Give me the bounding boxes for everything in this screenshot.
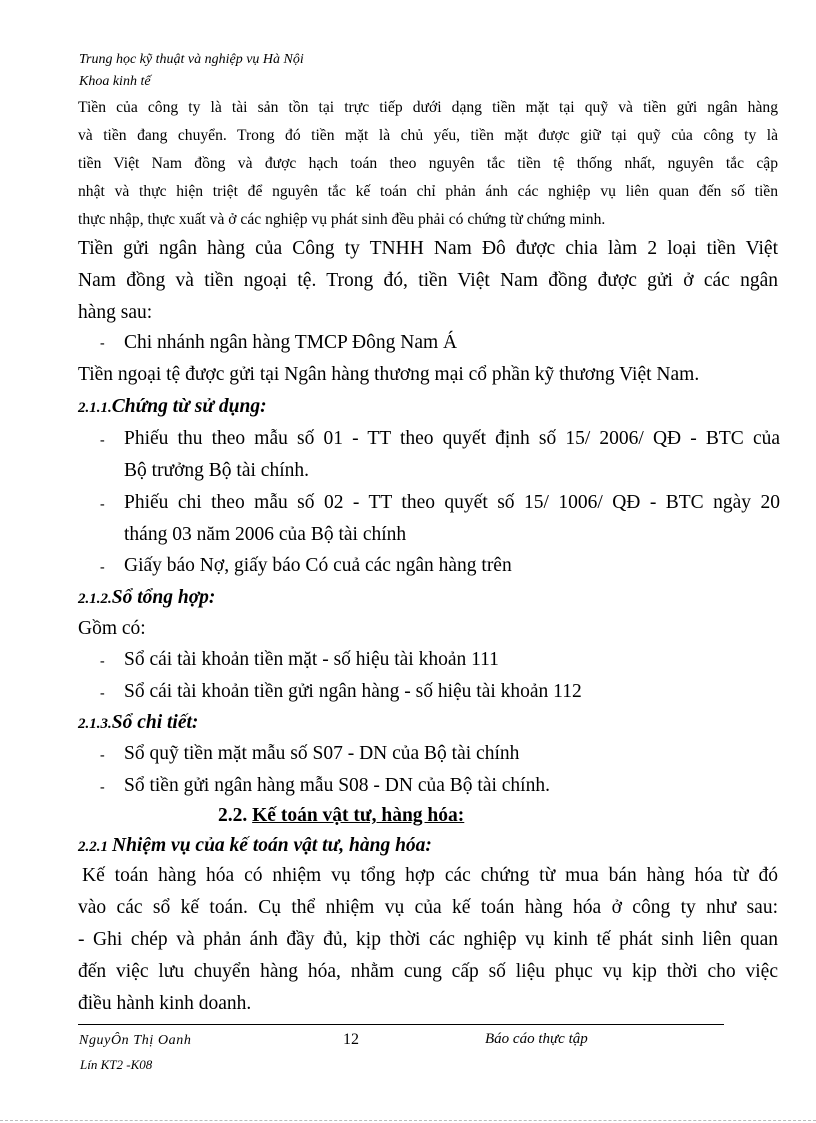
dash-bullet: - — [100, 560, 105, 575]
header-faculty: Khoa kinh tế — [79, 74, 151, 89]
paragraph-cash-description — [78, 94, 778, 234]
text-line: tiền Việt Nam đồng và được hạch toán theo nguyên tắc tiền tệ thống nhất, nguyên tắc cập — [78, 155, 778, 172]
dash-bullet: - — [100, 686, 105, 701]
section-number: 2.1.3. — [78, 716, 112, 732]
text-line: - Ghi chép và phản ánh đầy đủ, kịp thời các nghiệp vụ kinh tế phát sinh liên quan — [78, 929, 778, 950]
list-item-line: Sổ cái tài khoản tiền gửi ngân hàng - số hiệu tài khoản 112 — [124, 681, 582, 702]
section-heading-2-2 — [218, 800, 490, 832]
dash-bullet: - — [100, 780, 105, 795]
dash-bullet: - — [100, 748, 105, 763]
list-item-line — [124, 423, 780, 487]
list-item-line: Sổ cái tài khoản tiền mặt - số hiệu tài khoản 111 — [124, 649, 499, 670]
text-line: tháng 03 năm 2006 của Bộ tài chính — [124, 524, 407, 545]
text-line: đến việc lưu chuyển hàng hóa, nhằm cung cấp số liệu phục vụ kịp thời cho việc — [78, 961, 778, 982]
section-number: 2.2.1 — [78, 839, 108, 855]
list-item-line: Sổ quỹ tiền mặt mẫu số S07 - DN của Bộ tài chính — [124, 743, 520, 764]
dash-bullet: - — [100, 433, 105, 448]
intro-text: Gồm có: — [78, 618, 146, 639]
section-heading-2-1-2 — [78, 582, 215, 615]
section-title: Kế toán vật tư, hàng hóa: — [252, 805, 465, 826]
bank-list-item: Chi nhánh ngân hàng TMCP Đông Nam Á — [124, 332, 458, 353]
page-number: 12 — [343, 1031, 359, 1048]
text-line: Kế toán hàng hóa có nhiệm vụ tổng hợp các chứng từ mua bán hàng hóa từ đó — [82, 865, 778, 886]
section-number: 2.1.1. — [78, 400, 112, 416]
footer-author-class: Lín KT2 -K08 — [80, 1057, 153, 1072]
dash-bullet: - — [100, 654, 105, 669]
footer-author-name: NguyÔn Thị Oanh — [79, 1033, 192, 1048]
text-line: nhật và thực hiện triệt để nguyên tắc kế toán chỉ phản ánh các nghiệp vụ liên quan đến số tiền — [78, 183, 778, 200]
text-line: và tiền đang chuyển. Trong đó tiền mặt là chủ yếu, tiền mặt được giữ tại quỹ của công ty là — [78, 127, 778, 144]
section-title: Sổ chi tiết: — [111, 712, 199, 733]
paragraph-goods-accounting — [78, 860, 778, 1020]
list-item-line: Giấy báo Nợ, giấy báo Có cuả các ngân hàng trên — [124, 555, 512, 576]
text-line: vào các sổ kế toán. Cụ thể nhiệm vụ của kế toán hàng hóa ở công ty như sau: — [78, 897, 778, 918]
text-line: điều hành kinh doanh. — [78, 993, 252, 1014]
section-number: 2.1.2. — [78, 591, 112, 607]
page-bottom-edge — [0, 1120, 816, 1121]
section-heading-2-1-3 — [78, 707, 198, 740]
footer-report-title: Báo cáo thực tập — [485, 1031, 588, 1047]
text-line: hàng sau: — [78, 302, 153, 323]
section-heading-2-2-1 — [78, 830, 432, 863]
section-number: 2.2. — [218, 805, 248, 826]
footer-rule — [78, 1024, 724, 1025]
list-item-line: Sổ tiền gửi ngân hàng mẫu S08 - DN của Bộ tài chính. — [124, 775, 550, 796]
text-line: Bộ trưởng Bộ tài chính. — [124, 460, 309, 481]
foreign-currency-text: Tiền ngoại tệ được gửi tại Ngân hàng thương mại cổ phần kỹ thương Việt Nam. — [78, 364, 700, 385]
section-title: Nhiệm vụ của kế toán vật tư, hàng hóa: — [112, 835, 432, 856]
text-line: Nam đồng và tiền ngoại tệ. Trong đó, tiền Việt Nam đồng được gửi ở các ngân — [78, 270, 778, 291]
text-line: Phiếu thu theo mẫu số 01 - TT theo quyết định số 15/ 2006/ QĐ - BTC của — [124, 428, 780, 449]
dash-bullet: - — [100, 336, 105, 351]
section-title: Chứng từ sử dụng: — [111, 396, 267, 417]
text-line: Tiền gửi ngân hàng của Công ty TNHH Nam Đô được chia làm 2 loại tiền Việt — [78, 238, 778, 259]
text-line: Phiếu chi theo mẫu số 02 - TT theo quyết số 15/ 1006/ QĐ - BTC ngày 20 — [124, 492, 780, 513]
section-heading-2-1-1 — [78, 391, 267, 424]
dash-bullet: - — [100, 497, 105, 512]
text-line: Tiền của công ty là tài sản tồn tại trực tiếp dưới dạng tiền mặt tại quỹ và tiền gửi ngân hàng — [78, 99, 778, 116]
list-item-line — [124, 487, 780, 551]
text-line: thực nhập, thực xuất và ở các nghiệp vụ phát sinh đều phải có chứng từ chứng minh. — [78, 211, 606, 228]
header-school: Trung học kỹ thuật và nghiệp vụ Hà Nội — [79, 52, 304, 67]
paragraph-bank-deposits — [78, 233, 778, 329]
section-title: Sổ tổng hợp: — [111, 587, 216, 608]
